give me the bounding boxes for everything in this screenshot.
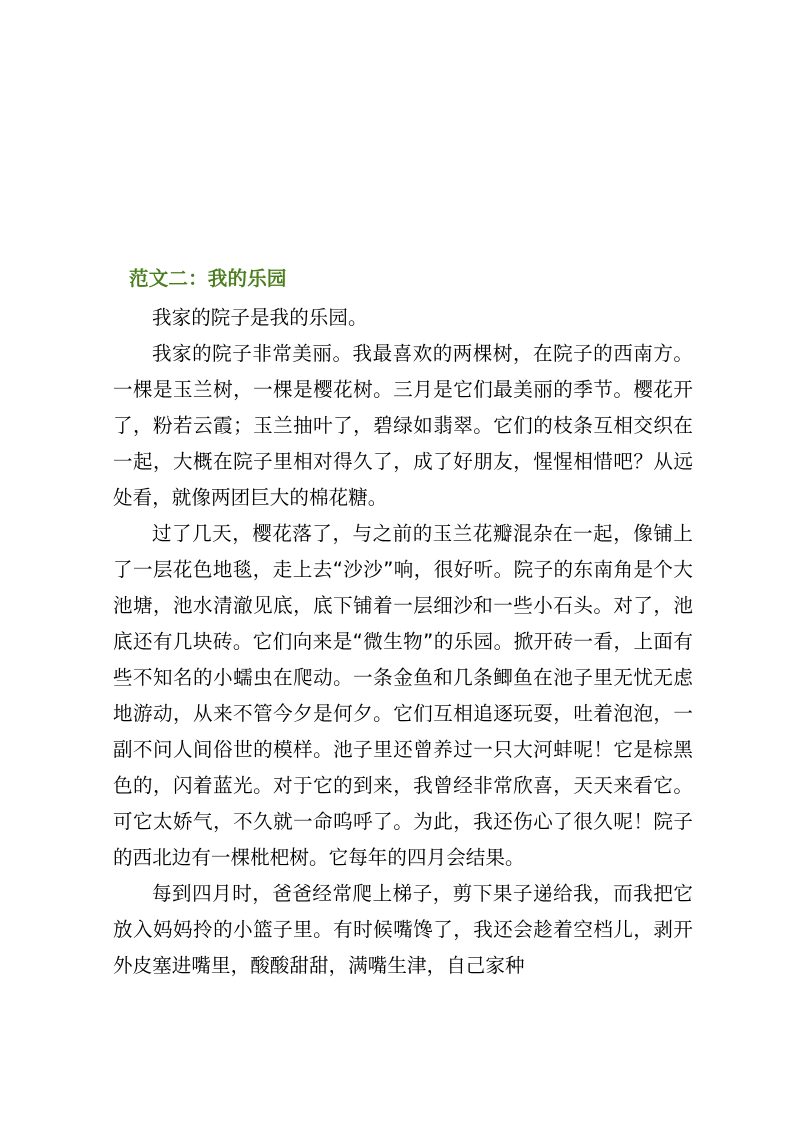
paragraph-1: 我家的院子是我的乐园。 [152, 306, 368, 329]
document-body [113, 262, 693, 984]
paragraph-2: 我家的院子非常美丽。我最喜欢的两棵树，在院子的西南方。一棵是玉兰树，一棵是樱花树。三月是它们最美丽的季节。樱花开了，粉若云霞；玉兰抽叶了，碧绿如翡翠。它们的枝条互相交织在一起，大概在院子里相对得久了，成了好朋友，惺惺相惜吧？从远处看，就像两团巨大的棉花糖。 [113, 342, 693, 509]
paragraph-3: 过了几天，樱花落了，与之前的玉兰花瓣混杂在一起，像铺上了一层花色地毯，走上去“沙沙”响，很好听。院子的东南角是个大池塘，池水清澈见底，底下铺着一层细沙和一些小石头。对了，池底还有几块砖。它们向来是“微生物”的乐园。掀开砖一看，上面有些不知名的小蠕虫在爬动。一条金鱼和几条鲫鱼在池子里无忧无虑地游动，从来不管今夕是何夕。它们互相追逐玩耍，吐着泡泡，一副不问人间俗世的模样。池子里还曾养过一只大河蚌呢！它是棕黑色的，闪着蓝光。对于它的到来，我曾经非常欣喜，天天来看它。可它太娇气，不久就一命呜呼了。为此，我还伤心了很久呢！院子的西北边有一棵枇杷树。它每年的四月会结果。 [113, 522, 693, 869]
section-heading: 范文二：我的乐园 [129, 267, 287, 290]
paragraph-4: 每到四月时，爸爸经常爬上梯子，剪下果子递给我，而我把它放入妈妈拎的小篮子里。有时候嘴馋了，我还会趁着空档儿，剥开外皮塞进嘴里，酸酸甜甜，满嘴生津，自己家种 [113, 882, 693, 977]
